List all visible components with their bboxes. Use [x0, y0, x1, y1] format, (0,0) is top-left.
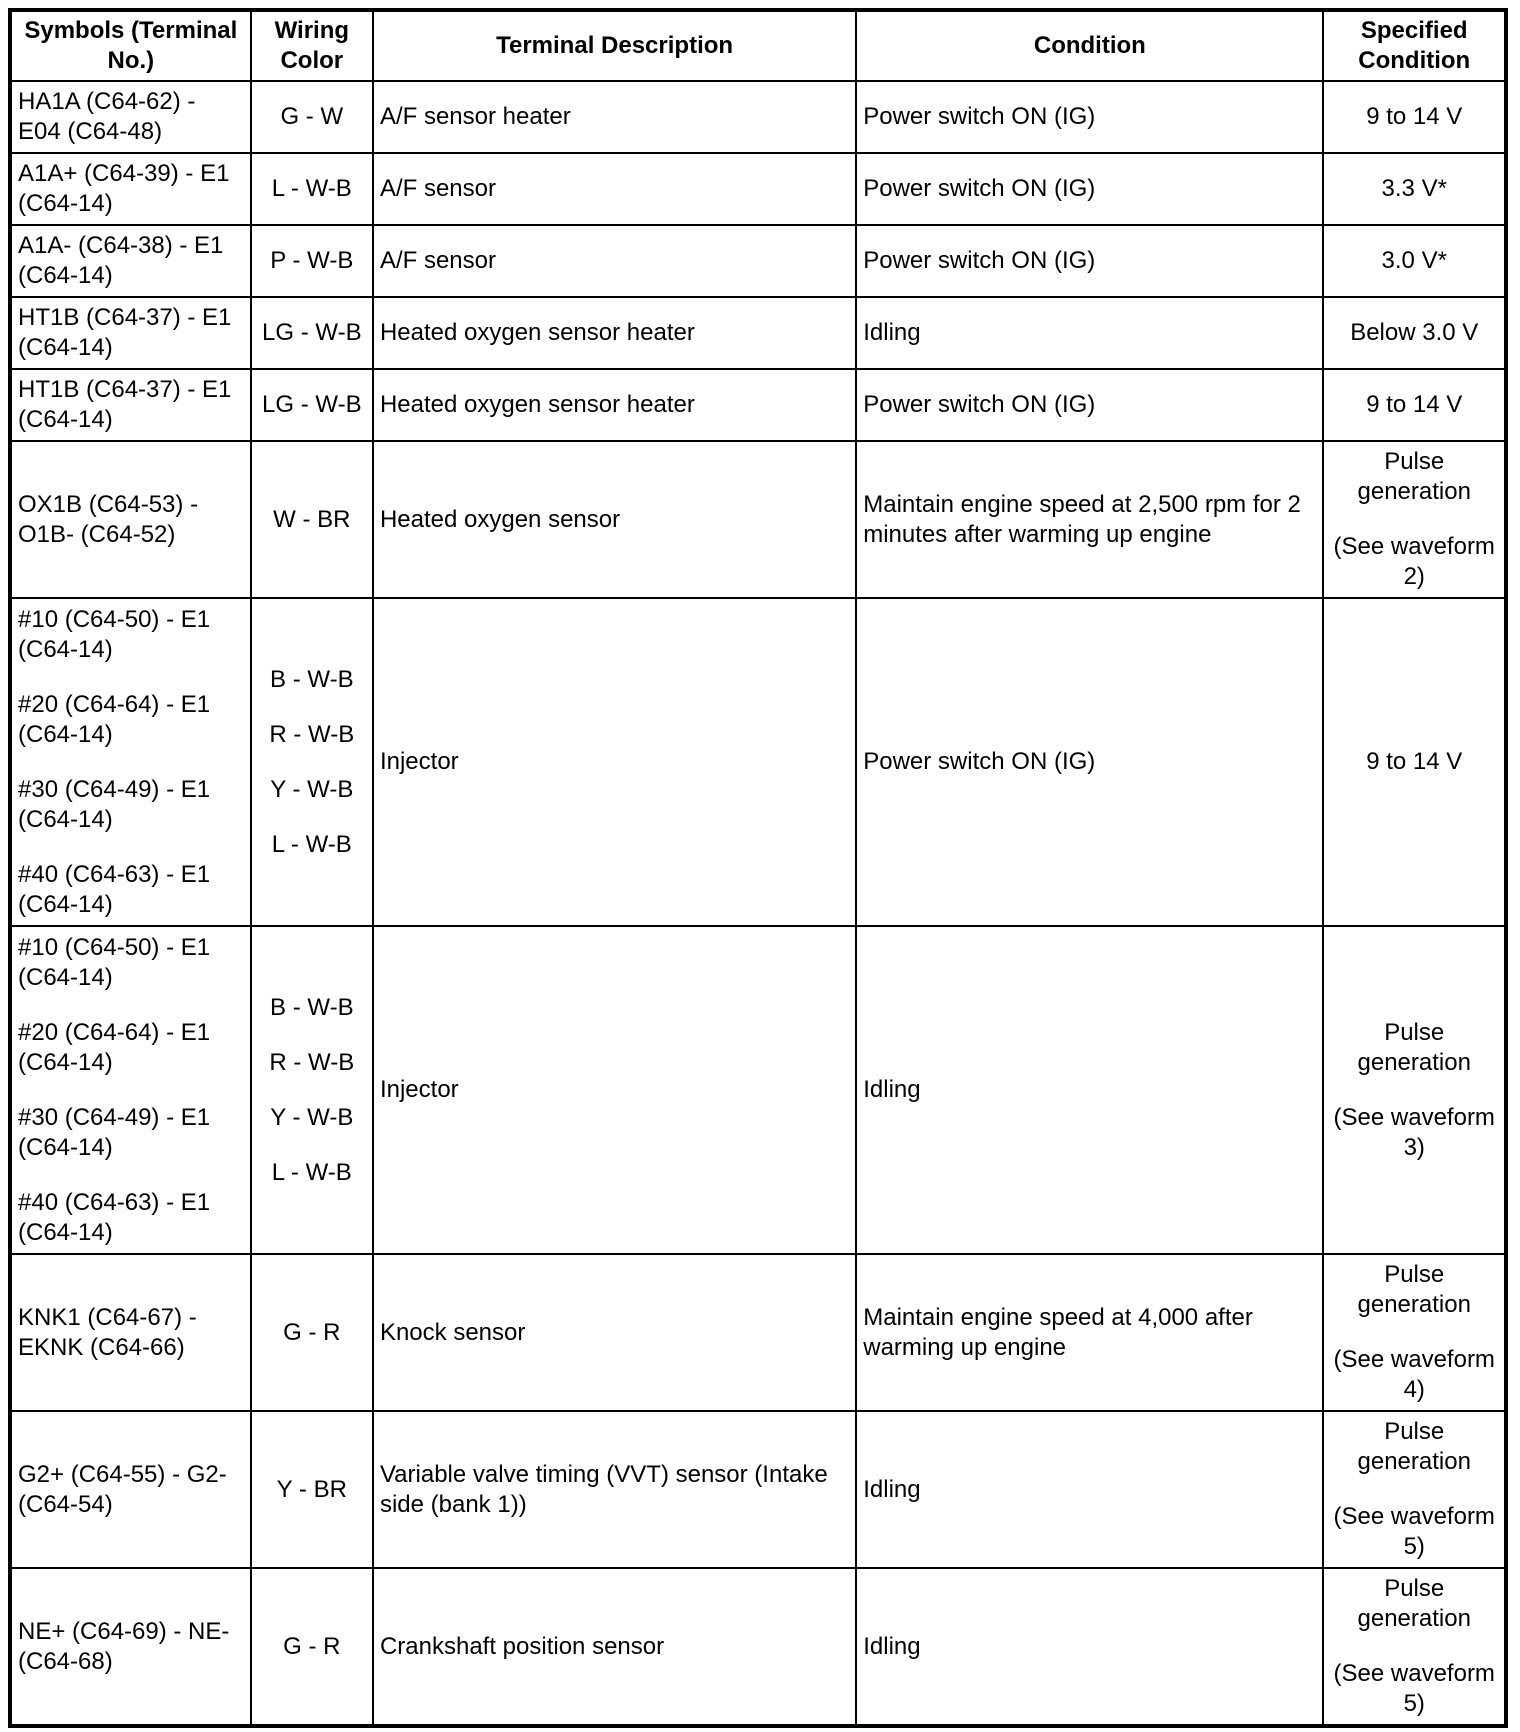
symbol-entry: #10 (C64-50) - E1 (C64-14): [18, 933, 211, 991]
wiring-color-cell: P - W-B: [251, 225, 373, 297]
symbol-entry: #20 (C64-64) - E1 (C64-14): [18, 1018, 211, 1076]
condition-cell: Power switch ON (IG): [856, 153, 1323, 225]
waveform-reference: (See waveform 5): [1333, 1660, 1495, 1717]
header-condition: Condition: [856, 10, 1323, 81]
symbols-cell: [10, 926, 251, 1254]
symbols-cell: HT1B (C64-37) - E1 (C64-14): [10, 369, 251, 441]
specified-cell: 9 to 14 V: [1323, 598, 1506, 926]
wiring-color-entry: Y - W-B: [270, 1104, 354, 1131]
condition-cell: Maintain engine speed at 2,500 rpm for 2 minutes after warming up engine: [856, 441, 1323, 598]
specified-cell: [1323, 441, 1506, 598]
spacer: [1330, 1078, 1498, 1103]
description-cell: Heated oxygen sensor heater: [373, 369, 856, 441]
table-row: [10, 1568, 1506, 1726]
header-terminal-description: Terminal Description: [373, 10, 856, 81]
description-cell: Heated oxygen sensor: [373, 441, 856, 598]
condition-cell: Power switch ON (IG): [856, 369, 1323, 441]
wiring-color-cell: Y - BR: [251, 1411, 373, 1568]
wiring-color-cell: LG - W-B: [251, 297, 373, 369]
specified-cell: [1323, 1411, 1506, 1568]
table-row: [10, 1254, 1506, 1411]
pulse-generation-text: Pulse generation: [1357, 1575, 1471, 1632]
symbol-entry: #20 (C64-64) - E1 (C64-14): [18, 690, 211, 748]
table-header-row: [10, 10, 1506, 81]
symbols-cell: G2+ (C64-55) - G2- (C64-54): [10, 1411, 251, 1568]
symbol-entry: #30 (C64-49) - E1 (C64-14): [18, 775, 211, 833]
symbols-cell: KNK1 (C64-67) - EKNK (C64-66): [10, 1254, 251, 1411]
wiring-color-cell: G - R: [251, 1568, 373, 1726]
specified-cell: [1323, 1568, 1506, 1726]
wiring-color-entry: B - W-B: [270, 994, 354, 1021]
pulse-generation-text: Pulse generation: [1357, 1261, 1471, 1318]
specified-cell: 9 to 14 V: [1323, 369, 1506, 441]
specified-cell: Below 3.0 V: [1323, 297, 1506, 369]
specified-cell: [1323, 1254, 1506, 1411]
condition-cell: Idling: [856, 297, 1323, 369]
specified-cell: 3.0 V*: [1323, 225, 1506, 297]
description-cell: Crankshaft position sensor: [373, 1568, 856, 1726]
table-row: [10, 1411, 1506, 1568]
wiring-color-cell: W - BR: [251, 441, 373, 598]
spacer: [18, 665, 244, 690]
description-cell: Variable valve timing (VVT) sensor (Intake side (bank 1)): [373, 1411, 856, 1568]
description-cell: Knock sensor: [373, 1254, 856, 1411]
header-specified-condition: Specified Condition: [1323, 10, 1506, 81]
condition-cell: Idling: [856, 1568, 1323, 1726]
symbols-cell: A1A+ (C64-39) - E1 (C64-14): [10, 153, 251, 225]
spacer: [18, 1078, 244, 1103]
table-row: [10, 153, 1506, 225]
header-symbols: Symbols (Terminal No.): [10, 10, 251, 81]
wiring-color-cell: [251, 598, 373, 926]
table-row: [10, 297, 1506, 369]
symbol-entry: #30 (C64-49) - E1 (C64-14): [18, 1103, 211, 1161]
condition-cell: Power switch ON (IG): [856, 598, 1323, 926]
spacer: [18, 1163, 244, 1188]
description-cell: Injector: [373, 598, 856, 926]
spacer: [18, 750, 244, 775]
spacer: [1330, 1634, 1498, 1659]
spacer: [18, 993, 244, 1018]
table-row: [10, 369, 1506, 441]
condition-cell: Maintain engine speed at 4,000 after warming up engine: [856, 1254, 1323, 1411]
pulse-generation-text: Pulse generation: [1357, 448, 1471, 505]
wiring-color-cell: L - W-B: [251, 153, 373, 225]
condition-cell: Idling: [856, 926, 1323, 1254]
wiring-color-entry: B - W-B: [270, 666, 354, 693]
waveform-reference: (See waveform 4): [1333, 1346, 1495, 1403]
condition-cell: Idling: [856, 1411, 1323, 1568]
symbol-entry: #40 (C64-63) - E1 (C64-14): [18, 860, 211, 918]
description-cell: A/F sensor heater: [373, 81, 856, 153]
symbols-cell: A1A- (C64-38) - E1 (C64-14): [10, 225, 251, 297]
wiring-color-cell: G - W: [251, 81, 373, 153]
waveform-reference: (See waveform 5): [1333, 1503, 1495, 1560]
table-row: [10, 441, 1506, 598]
pulse-generation-text: Pulse generation: [1357, 1418, 1471, 1475]
spacer: [1330, 1320, 1498, 1345]
specified-cell: 9 to 14 V: [1323, 81, 1506, 153]
symbols-cell: HA1A (C64-62) - E04 (C64-48): [10, 81, 251, 153]
table-row: [10, 598, 1506, 926]
spacer: [1330, 507, 1498, 532]
waveform-reference: (See waveform 2): [1333, 533, 1495, 590]
description-cell: Heated oxygen sensor heater: [373, 297, 856, 369]
wiring-color-entry: R - W-B: [269, 1049, 355, 1076]
wiring-color-entry: L - W-B: [271, 831, 352, 858]
condition-cell: Power switch ON (IG): [856, 81, 1323, 153]
wiring-color-entry: L - W-B: [271, 1159, 352, 1186]
pulse-generation-text: Pulse generation: [1357, 1018, 1471, 1076]
spacer: [1330, 1477, 1498, 1502]
table-row: [10, 225, 1506, 297]
wiring-color-entry: Y - W-B: [270, 776, 354, 803]
description-cell: A/F sensor: [373, 225, 856, 297]
wiring-color-cell: G - R: [251, 1254, 373, 1411]
waveform-reference: (See waveform 3): [1333, 1103, 1495, 1161]
wiring-color-cell: LG - W-B: [251, 369, 373, 441]
symbols-cell: NE+ (C64-69) - NE- (C64-68): [10, 1568, 251, 1726]
description-cell: Injector: [373, 926, 856, 1254]
symbol-entry: #10 (C64-50) - E1 (C64-14): [18, 605, 211, 663]
symbol-entry: #40 (C64-63) - E1 (C64-14): [18, 1188, 211, 1246]
table-row: [10, 81, 1506, 153]
condition-cell: Power switch ON (IG): [856, 225, 1323, 297]
spacer: [18, 835, 244, 860]
symbols-cell: [10, 598, 251, 926]
terminal-table: [8, 8, 1508, 1728]
specified-cell: [1323, 926, 1506, 1254]
specified-cell: 3.3 V*: [1323, 153, 1506, 225]
header-wiring-color: Wiring Color: [251, 10, 373, 81]
wiring-color-cell: [251, 926, 373, 1254]
symbols-cell: HT1B (C64-37) - E1 (C64-14): [10, 297, 251, 369]
wiring-color-entry: R - W-B: [269, 721, 355, 748]
symbols-cell: OX1B (C64-53) - O1B- (C64-52): [10, 441, 251, 598]
table-row: [10, 926, 1506, 1254]
description-cell: A/F sensor: [373, 153, 856, 225]
